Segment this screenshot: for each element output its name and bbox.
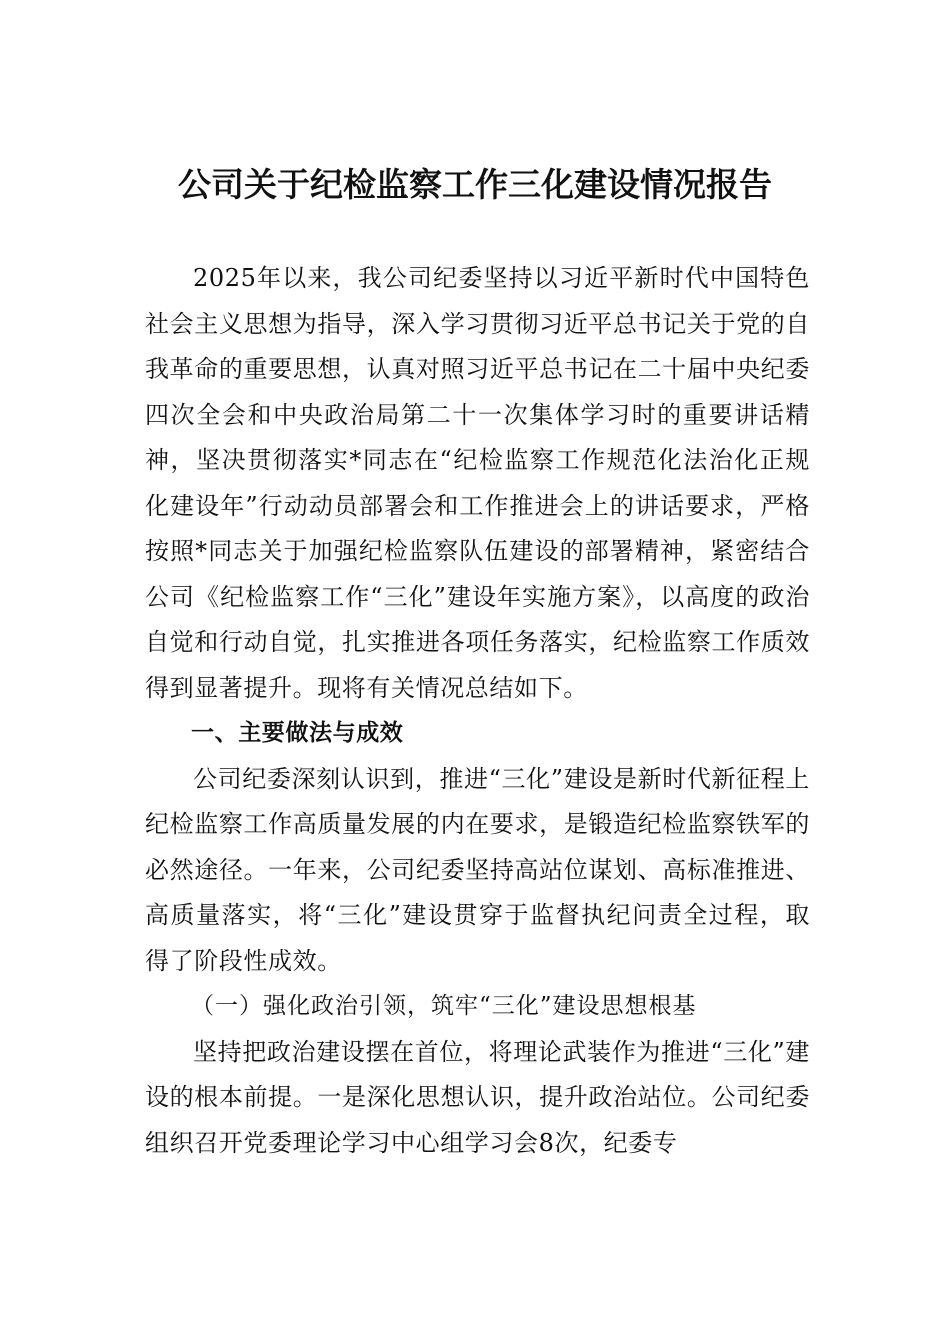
section-paragraph: 公司纪委深刻认识到，推进“三化”建设是新时代新征程上纪检监察工作高质量发展的内在要求，是锻造纪检监察铁军的必然途径。一年来，公司纪委坚持高站位谋划、高标准推进、高质量落实，将“三化”建设贯穿于监督执纪问责全过程，取得了阶段性成效。 [145,764,810,975]
subsection-heading: （一）强化政治引领，筑牢“三化”建设思想根基 [191,993,697,1019]
subsection-paragraph: 坚持把政治建设摆在首位，将理论武装作为推进“三化”建设的根本前提。一是深化思想认识，提升政治站位。公司纪委组织召开党委理论学习中心组学习会8次，纪委专 [145,1037,810,1157]
intro-paragraph: 2025年以来，我公司纪委坚持以习近平新时代中国特色社会主义思想为指导，深入学习贯彻习近平总书记关于党的自我革命的重要思想，认真对照习近平总书记在二十届中央纪委四次全会和中央政治局第二十一次集体学习时的重要讲话精神，坚决贯彻落实*同志在“纪检监察工作规范化法治化正规化建设年”行动动员部署会和工作推进会上的讲话要求，严格按照*同志关于加强纪检监察队伍建设的部署精神，紧密结合公司《纪检监察工作“三化”建设年实施方案》，以高度的政治自觉和行动自觉，扎实推进各项任务落实，纪检监察工作质效得到显著提升。现将有关情况总结如下。 [145,264,810,702]
document-body [145,256,810,1166]
section-heading: 一、主要做法与成效 [191,720,404,746]
document-title: 公司关于纪检监察工作三化建设情况报告 [178,165,772,204]
